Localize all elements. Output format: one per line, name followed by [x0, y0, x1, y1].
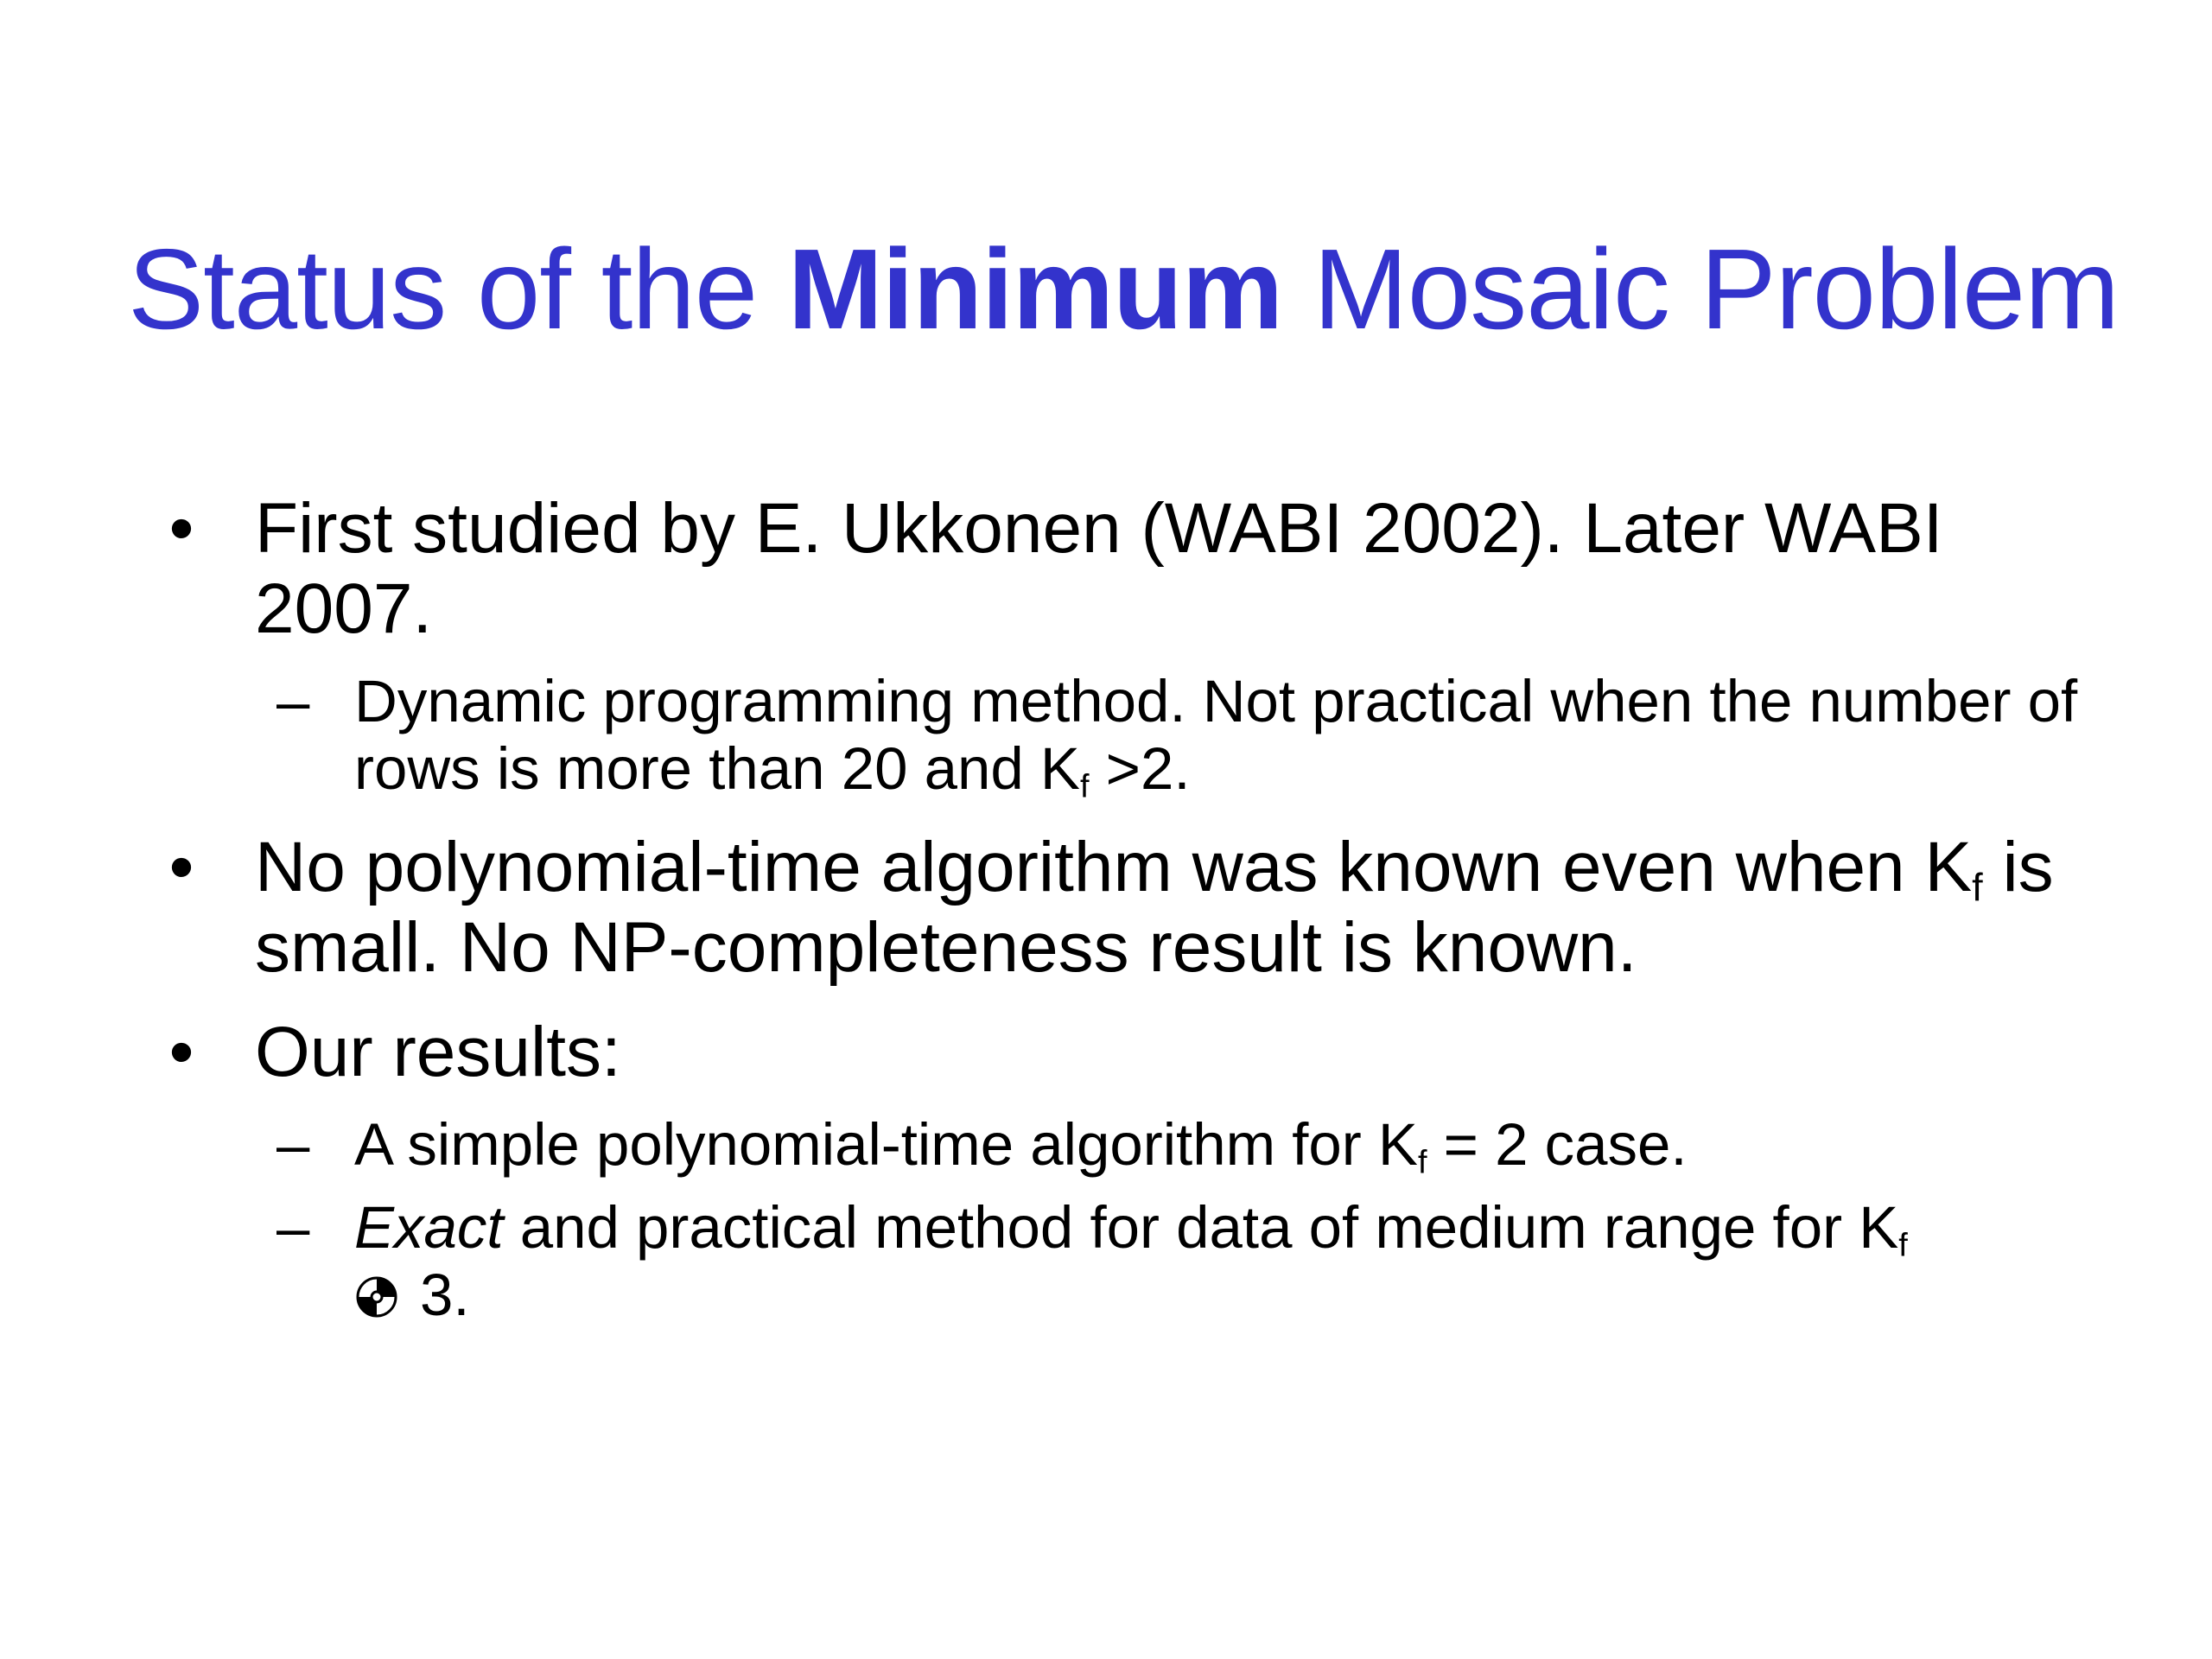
dash-marker: – [276, 668, 310, 734]
bullet-3-subitem-1-text-b: = 2 case. [1427, 1111, 1688, 1178]
bullet-1-subitems [164, 668, 2100, 803]
title-bold-word: Minimum [787, 226, 1283, 353]
dash-marker: – [276, 1194, 310, 1261]
disc-icon [354, 1266, 399, 1333]
slide-body [164, 488, 2100, 1357]
bullet-marker: • [168, 489, 194, 568]
bullet-marker: • [168, 1013, 194, 1091]
bullet-3-subitem-2-text-a: and practical method for data of medium range for K [503, 1194, 1899, 1261]
bullet-2-text-b: is small. No NP-completeness result is known. [255, 828, 2054, 987]
bullet-2 [164, 827, 2100, 988]
bullet-2-text-a: No polynomial-time algorithm was known even when K [255, 828, 1973, 906]
bullet-3-text: Our results: [255, 1013, 621, 1091]
title-part1: Status of the [128, 226, 788, 353]
bullet-1-subitem-1-text-a: Dynamic programming method. Not practical when the number of rows is more than 20 and K [354, 668, 2078, 802]
subscript-f: f [1079, 768, 1090, 805]
bullet-marker: • [168, 828, 194, 906]
bullet-3-subitems [164, 1111, 2100, 1333]
bullet-1-subitem-1-text-b: >2. [1089, 735, 1191, 802]
bullet-3-subitem-1 [164, 1111, 2100, 1179]
bullet-3-subitem-2-text-b: 3. [420, 1262, 470, 1328]
bullet-3 [164, 1012, 2100, 1092]
subscript-f: f [1972, 865, 1983, 910]
italic-exact: Exact [354, 1194, 504, 1261]
slide-title [128, 226, 2120, 353]
bullet-1-text: First studied by E. Ukkonen (WABI 2002). Later WABI 2007. [255, 489, 1943, 648]
bullet-1 [164, 488, 2100, 649]
subscript-f: f [1898, 1227, 1908, 1264]
dash-marker: – [276, 1111, 310, 1178]
bullet-3-subitem-2 [164, 1194, 2100, 1333]
title-part2: Mosaic Problem [1282, 226, 2120, 353]
bullet-1-subitem-1 [164, 668, 2100, 803]
bullet-3-subitem-1-text-a: A simple polynomial-time algorithm for K [354, 1111, 1418, 1178]
subscript-f: f [1417, 1144, 1427, 1181]
